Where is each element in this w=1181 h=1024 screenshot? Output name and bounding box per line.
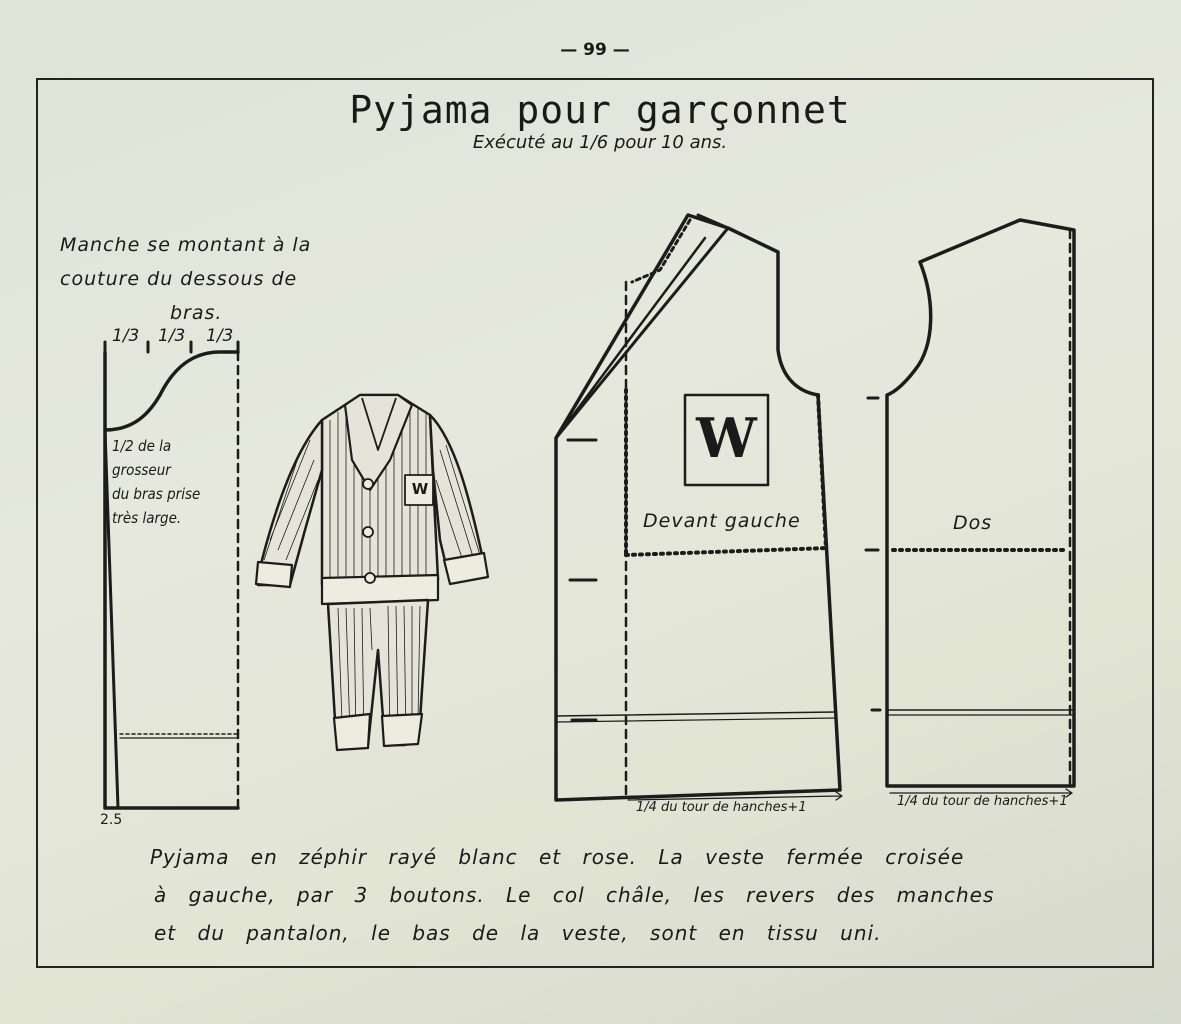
sleeve-width-line: très large.: [112, 509, 182, 527]
sleeve-pattern: [105, 352, 238, 808]
sleeve-width-line: 1/2 de la grosseur: [112, 437, 172, 479]
sleeve-third-1: 1/3: [112, 326, 140, 346]
seam-allowance: 2.5: [100, 812, 123, 828]
page-subtitle: Exécuté au 1/6 pour 10 ans.: [472, 132, 728, 153]
back-panel-outline: [887, 220, 1074, 786]
pyjama-illustration: [256, 395, 488, 750]
pyjama-description: [150, 838, 1110, 952]
page-title: Pyjama pour garçonnet: [349, 88, 851, 132]
sleeve-third-2: 1/3: [158, 326, 186, 346]
page-number: — 99 —: [560, 40, 630, 60]
back-panel-label: Dos: [953, 512, 993, 534]
sleeve-instruction: [60, 228, 350, 330]
description-line: Pyjama en zéphir rayé blanc et rose. La veste fermée croisée: [150, 845, 965, 869]
sleeve-width-line: du bras prise: [112, 485, 201, 503]
sleeve-third-3: 1/3: [206, 326, 234, 346]
front-monogram: W: [696, 406, 757, 470]
sleeve-note-line: Manche se montant à la: [60, 234, 312, 256]
sleeve-note-line: couture du dessous de: [60, 268, 298, 290]
description-line: et du pantalon, le bas de la veste, sont en tissu uni.: [154, 921, 882, 945]
sleeve-note-line: bras.: [170, 302, 223, 324]
illustration-monogram: W: [411, 480, 429, 498]
back-hips-note: 1/4 du tour de hanches+1: [897, 794, 1068, 809]
front-hips-note: 1/4 du tour de hanches+1: [636, 800, 807, 815]
description-line: à gauche, par 3 boutons. Le col châle, les revers des manches: [154, 883, 995, 907]
front-panel-label: Devant gauche: [643, 510, 801, 532]
sleeve-width-note: [112, 434, 232, 530]
